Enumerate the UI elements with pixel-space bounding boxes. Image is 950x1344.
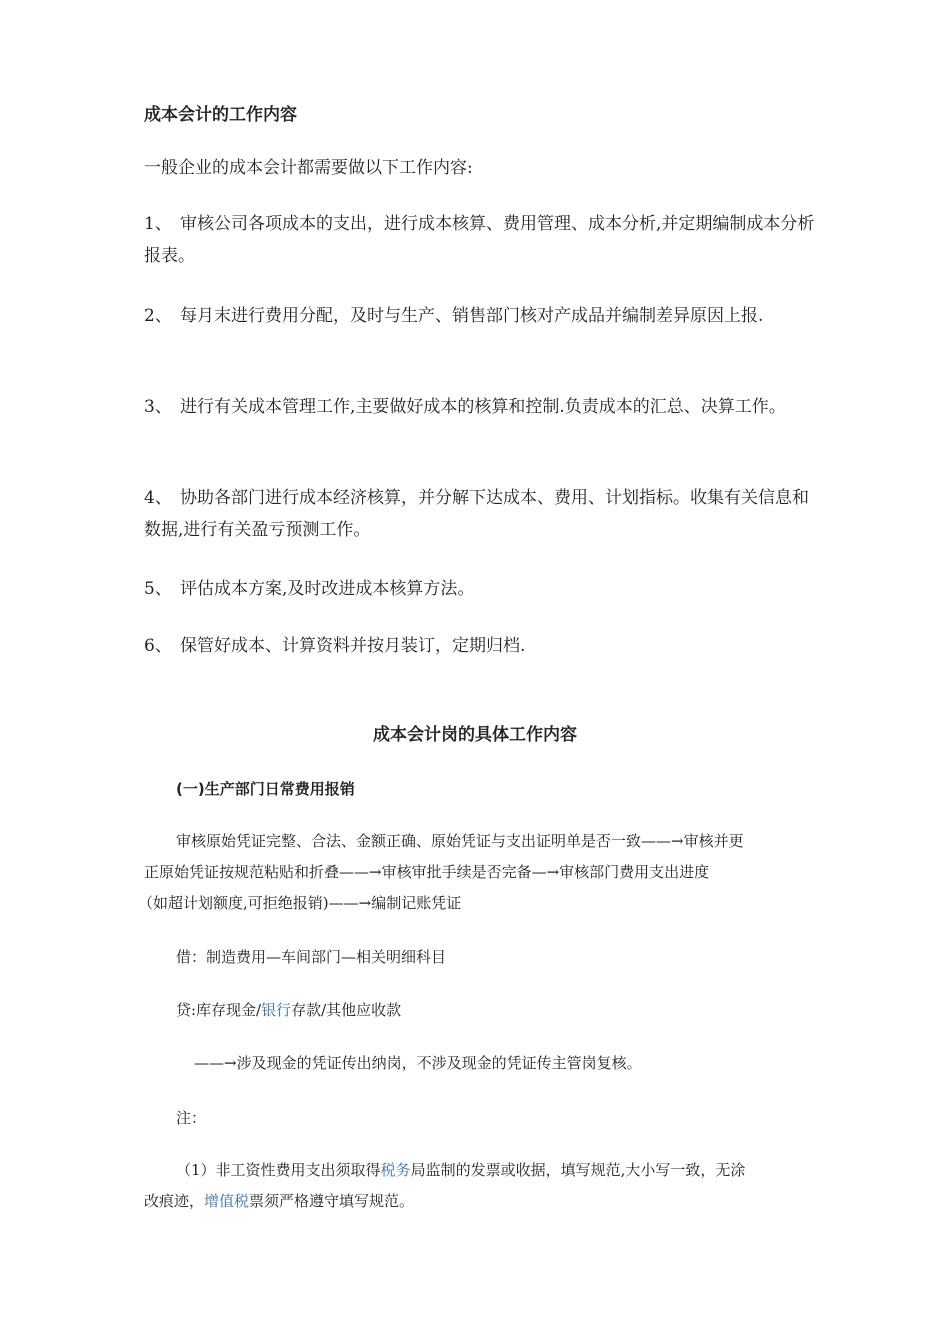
note-line (144, 1186, 414, 1217)
bank-link[interactable]: 银行 (261, 1001, 292, 1019)
subsection-title: (一)生产部门日常费用报销 (176, 780, 355, 798)
tax-link[interactable]: 税务 (380, 1161, 411, 1179)
list-item-number: 1、 (144, 214, 172, 234)
list-item-number: 6、 (144, 636, 172, 656)
list-item-number: 3、 (144, 397, 172, 417)
note-text: 改痕迹， (144, 1192, 205, 1210)
credit-text: 贷:库存现金/ (176, 1001, 262, 1019)
list-item-text: 进行有关成本管理工作,主要做好成本的核算和控制.负责成本的汇总、决算工作。 (180, 397, 786, 417)
intro-paragraph: 一般企业的成本会计都需要做以下工作内容: (144, 158, 473, 178)
debit-entry: 借：制造费用—车间部门—相关明细科目 (176, 948, 447, 966)
list-item (144, 208, 816, 272)
flow-line: 审核原始凭证完整、合法、金额正确、原始凭证与支出证明单是否一致——→审核并更 (176, 832, 744, 850)
credit-entry (176, 995, 401, 1026)
list-item-text: 评估成本方案,及时改进成本核算方法。 (180, 579, 475, 599)
list-item (144, 391, 816, 423)
section-title: 成本会计岗的具体工作内容 (373, 725, 577, 745)
list-item-number: 2、 (144, 306, 172, 326)
vat-link[interactable]: 增值税 (204, 1192, 250, 1210)
list-item (144, 482, 816, 546)
flow-line: （如超计划额度,可拒绝报销)——→编制记账凭证 (138, 894, 462, 912)
transfer-note: ——→涉及现金的凭证传出纳岗，不涉及现金的凭证传主管岗复核。 (194, 1054, 642, 1072)
note-text: 局监制的发票或收据，填写规范,大小写一致，无涂 (410, 1161, 746, 1179)
note-label: 注： (176, 1109, 207, 1127)
list-item-number: 4、 (144, 488, 172, 508)
credit-text: 存款/其他应收款 (291, 1001, 402, 1019)
note-text: （1）非工资性费用支出须取得 (176, 1161, 381, 1179)
flow-line: 正原始凭证按规范粘贴和折叠——→审核审批手续是否完备—→审核部门费用支出进度 (144, 863, 710, 881)
list-item-text: 协助各部门进行成本经济核算，并分解下达成本、费用、计划指标。收集有关信息和数据,进行有关盈亏预测工作。 (144, 488, 809, 540)
list-item-text: 保管好成本、计算资料并按月装订，定期归档. (180, 636, 526, 656)
list-item (144, 573, 816, 605)
list-item-number: 5、 (144, 579, 172, 599)
document-title: 成本会计的工作内容 (144, 105, 297, 125)
note-text: 票须严格遵守填写规范。 (249, 1192, 415, 1210)
list-item-text: 每月末进行费用分配，及时与生产、销售部门核对产成品并编制差异原因上报. (180, 306, 764, 326)
list-item (144, 300, 816, 332)
note-line (176, 1155, 745, 1186)
list-item (144, 630, 816, 662)
list-item-text: 审核公司各项成本的支出，进行成本核算、费用管理、成本分析,并定期编制成本分析报表。 (144, 214, 815, 266)
